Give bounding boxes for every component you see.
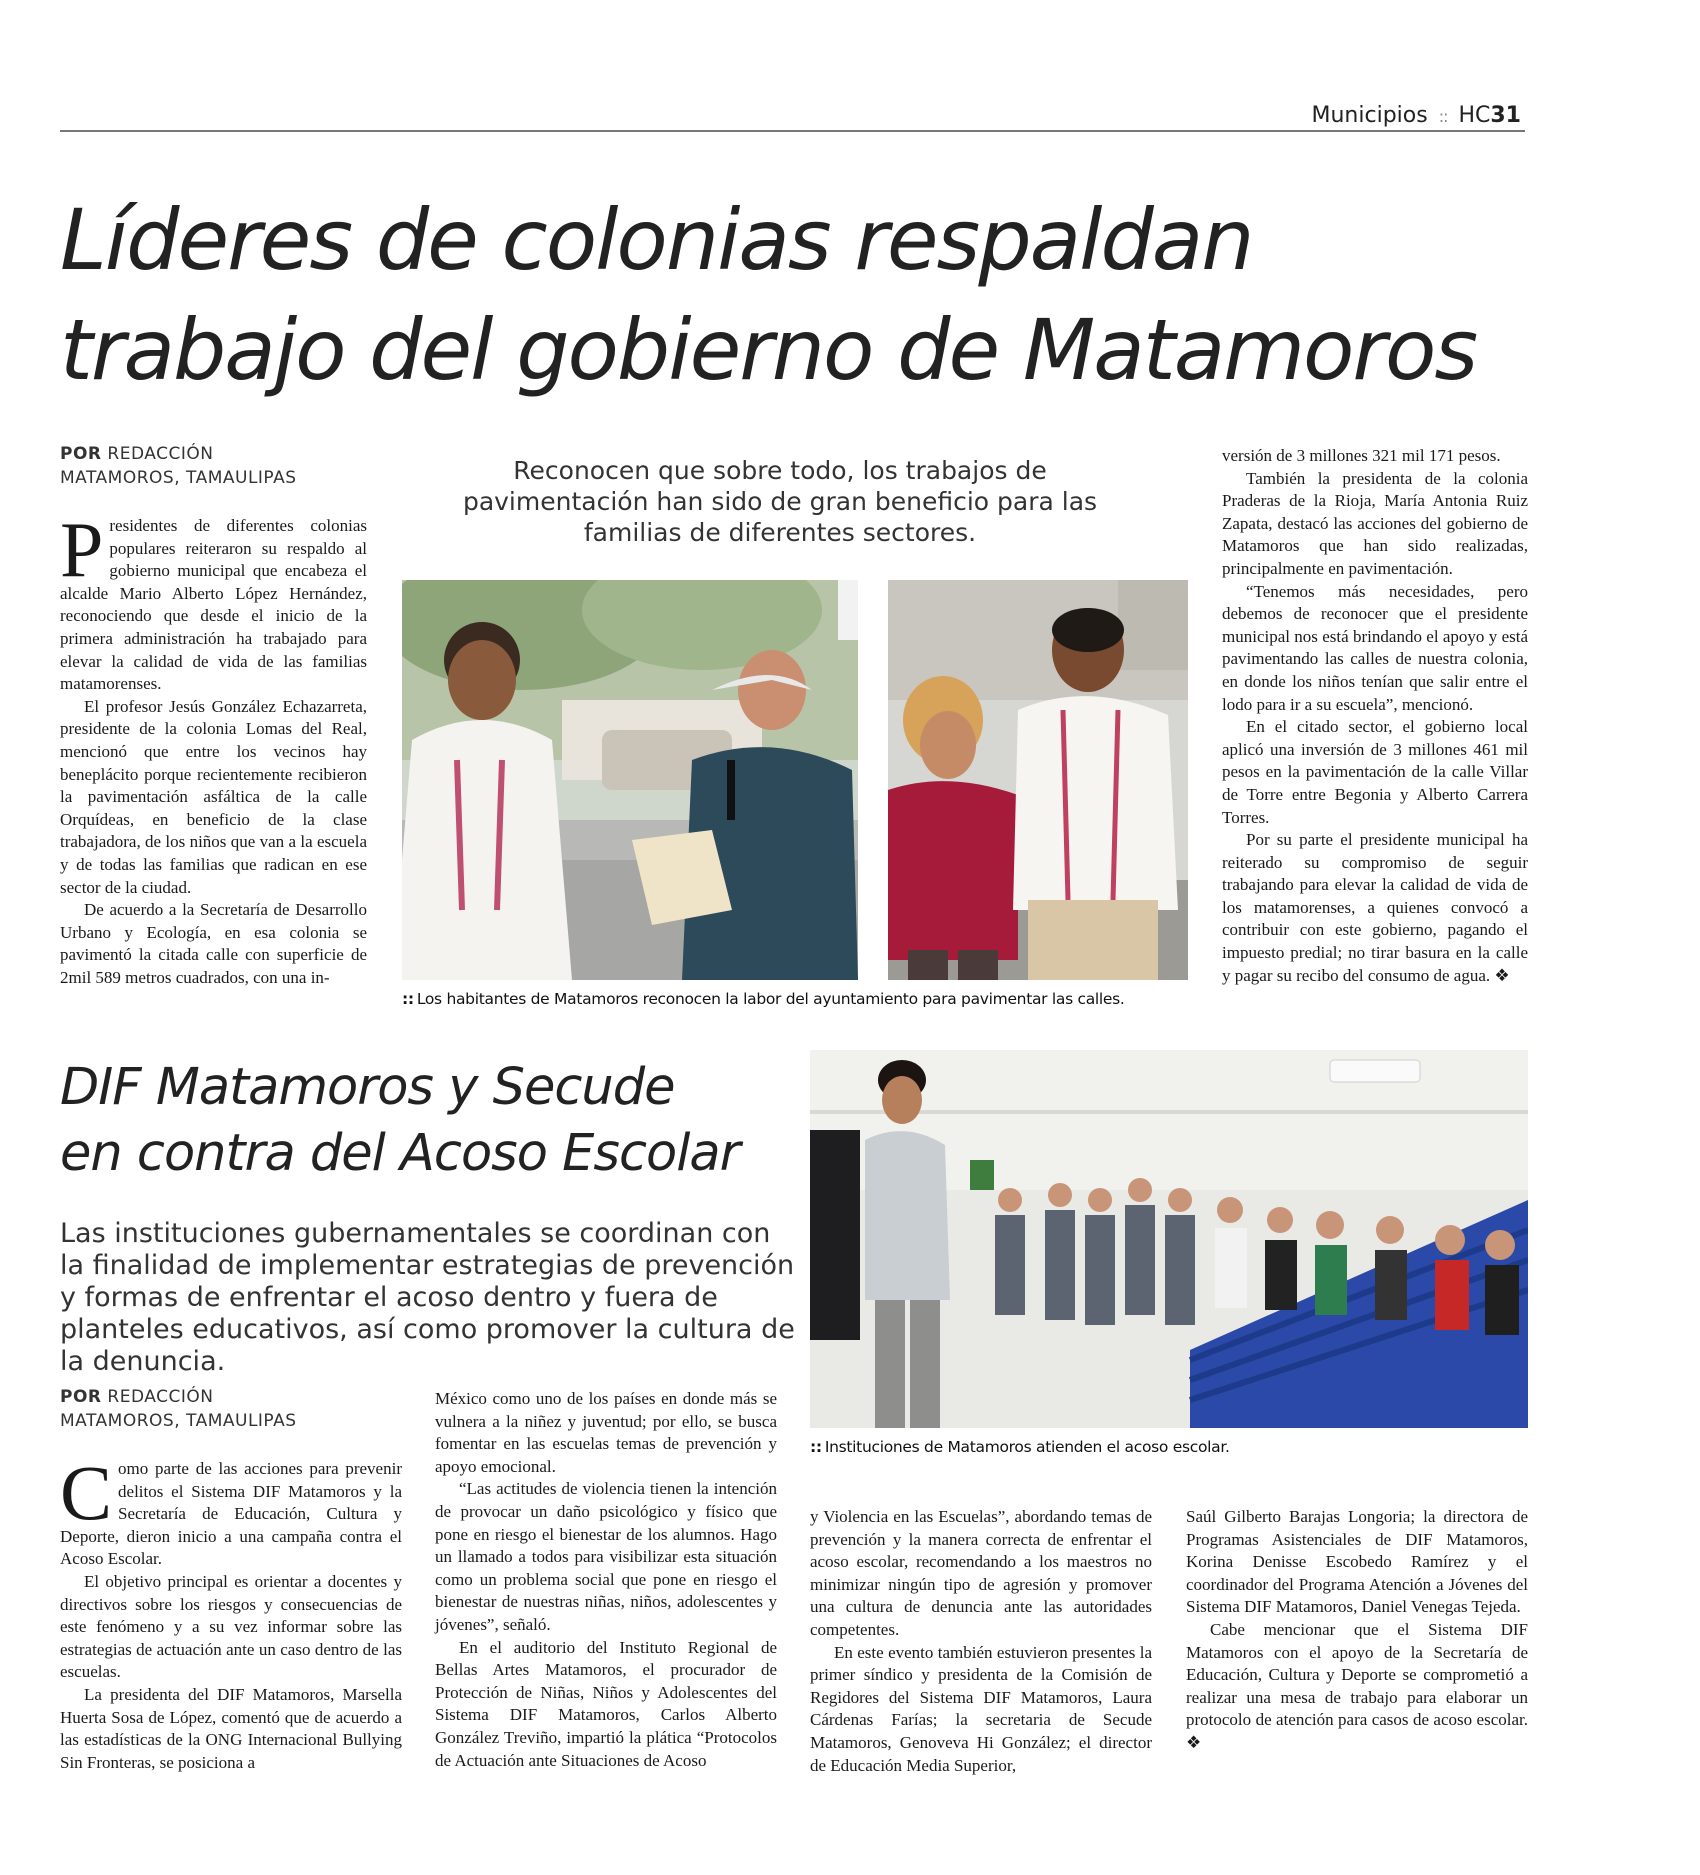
article1-col1-para-1: residentes de diferentes colonias populares reiteraron su respaldo al gobierno municipal que encabeza el alcalde Mario Alberto López Hernández, reconociendo que desde el inicio de la primera administración ha trabajado para elevar la calidad de vida de las familias matamorenses. (60, 516, 367, 694)
byline-location: MATAMOROS, TAMAULIPAS (60, 1411, 297, 1431)
publication-name: HC (1458, 103, 1491, 128)
article1-headline-line2: trabajo del gobierno de Matamoros (60, 301, 1477, 399)
article2-photo-caption (810, 1438, 1230, 1456)
article2-column-1 (60, 1449, 402, 1774)
article1-col3-para-2: “Tenemos más necesidades, pero debemos de reconocer que el presidente municipal nos está brindando el apoyo y está pavimentando las calles de nuestra colonia, en donde los niños tenían que salir entre el lodo para ir a su escuela”, mencionó. (1222, 581, 1528, 714)
article2-dropcap: C (60, 1449, 113, 1536)
byline-location: MATAMOROS, TAMAULIPAS (60, 468, 297, 488)
article1-dropcap: P (60, 506, 104, 593)
caption-marker: :: (402, 990, 414, 1008)
page-header (60, 100, 1525, 132)
article2-col4-continuation: Saúl Gilberto Barajas Longoria; la directora de Programas Asistenciales de DIF Matamoros, Korina Denisse Escobedo Ramírez y el coordinador del Programa Atención a Jóvenes del Sistema DIF Matamoros, Daniel Venegas Tejeda. (1186, 1507, 1528, 1617)
article2-col3-continuation: y Violencia en las Escuelas”, abordando temas de prevención y la manera correcta de enfrentar el acoso escolar, recomendando a los maestros no minimizar ningún tipo de agresión y promover una cultura de denuncia ante las autoridades competentes. (810, 1507, 1152, 1639)
article2-end-mark: ❖ (1186, 1732, 1202, 1752)
article1-byline (60, 442, 360, 490)
article1-col3-para-4: Por su parte el presidente municipal ha reiterado su compromiso de seguir trabajando para elevar la calidad de vida de los matamorenses, a quienes convocó a contribuir con este gobierno, pagando el impuesto predial; no tirar basura en la calle y pagar su recibo del consumo de agua. (1222, 830, 1528, 985)
article1-photo-right (888, 580, 1188, 980)
article2-byline (60, 1385, 360, 1433)
header-separator: :: (1438, 107, 1448, 126)
article2-col4-para-1: Cabe mencionar que el Sistema DIF Matamoros con el apoyo de la Secretaría de Educación, Cultura y Deporte se comprometió a realizar una mesa de trabajo para elaborar un protocolo de atención para casos de acoso escolar. (1186, 1619, 1528, 1730)
article1-photo-left (402, 580, 858, 980)
article2-column-4 (1186, 1506, 1528, 1755)
caption-text: Los habitantes de Matamoros reconocen la labor del ayuntamiento para pavimentar las calles. (416, 990, 1125, 1008)
article1-photo-caption (402, 990, 1125, 1008)
article1-headline-line1: Líderes de colonias respaldan (60, 191, 1253, 289)
article2-column-3 (810, 1506, 1152, 1777)
section-name: Municipios (1311, 103, 1428, 128)
article1-col3-continuation: versión de 3 millones 321 mil 171 pesos. (1222, 446, 1501, 465)
article2-col1-para-3: La presidenta del DIF Matamoros, Marsella Huerta Sosa de López, comentó que de acuerdo a las estadísticas de la ONG Internacional Bullying Sin Fronteras, se posiciona a (60, 1684, 402, 1772)
article1-end-mark: ❖ (1494, 965, 1510, 985)
article1-deck: Reconocen que sobre todo, los trabajos de pavimentación han sido de gran beneficio para las familias de diferentes sectores. (462, 456, 1098, 547)
article2-col2-para-1: “Las actitudes de violencia tienen la intención de provocar un daño psicológico y físico que pone en riesgo el bienestar de los alumnos. Hago un llamado a todos para visibilizar esta situación como un problema social que pone en riesgo el bienestar de nuestras niñas, niños, adolescentes y jóvenes”, señaló. (435, 1479, 777, 1634)
article2-col1-para-1: omo parte de las acciones para prevenir delitos el Sistema DIF Matamoros y la Secretaría de Educación, Cultura y Deporte, dieron inicio a una campaña contra el Acoso Escolar. (60, 1459, 402, 1569)
caption-marker: :: (810, 1438, 822, 1456)
byline-prefix: POR (60, 1387, 102, 1407)
article2-headline-line2: en contra del Acoso Escolar (60, 1124, 740, 1183)
article2-photo (810, 1050, 1528, 1428)
article2-headline-line1: DIF Matamoros y Secude (60, 1058, 675, 1117)
page-number: 31 (1490, 103, 1521, 128)
article1-headline (60, 185, 1540, 405)
caption-text: Instituciones de Matamoros atienden el acoso escolar. (824, 1438, 1230, 1456)
article2-col3-para-1: En este evento también estuvieron presentes la primer síndico y presidenta de la Comisión de Regidores del Sistema DIF Matamoros, Laura Cárdenas Farías; la secretaria de Secude Matamoros, Genoveva Hi González; el director de Educación Media Superior, (810, 1642, 1152, 1775)
photo-officials-speaking (402, 580, 858, 980)
article2-col2-continuation: México como uno de los países en donde más se vulnera a la niñez y juventud; por ello, se busca fomentar en las escuelas temas de prevención y apoyo emocional. (435, 1389, 777, 1476)
article1-col1-para-2: El profesor Jesús González Echazarreta, presidente de la colonia Lomas del Real, mencionó que entre los vecinos hay beneplácito porque recientemente recibieron la pavimentación asfáltica de la calle Orquídeas, en beneficio de la clase trabajadora, de los niños que van a la escuela y de todas las familias que radican en ese sector de la ciudad. (60, 696, 367, 897)
article2-col2-para-2: En el auditorio del Instituto Regional de Bellas Artes Matamoros, el procurador de Protección de Niñas, Niños y Adolescentes del Sistema DIF Matamoros, Carlos Alberto González Treviño, impartió la plática “Protocolos de Actuación ante Situaciones de Acoso (435, 1637, 777, 1770)
article1-col1-para-3: De acuerdo a la Secretaría de Desarrollo Urbano y Ecología, en esa colonia se pavimentó la citada calle con superficie de 2mil 589 metros cuadrados, con una in- (60, 900, 367, 987)
photo-mayor-with-resident (888, 580, 1188, 980)
photo-auditorium-talk (810, 1050, 1528, 1428)
article1-column-3 (1222, 445, 1528, 987)
byline-author: REDACCIÓN (107, 1387, 214, 1407)
article1-col3-para-3: En el citado sector, el gobierno local aplicó una inversión de 3 millones 461 mil pesos en la pavimentación de la calle Villar de Torre entre Begonia y Alberto Carrera Torres. (1222, 717, 1528, 827)
article2-column-2 (435, 1388, 777, 1772)
article1-col3-para-1: También la presidenta de la colonia Praderas de la Rioja, María Antonia Ruiz Zapata, destacó las acciones del gobierno de Matamoros que han sido realizadas, principalmente en pavimentación. (1222, 468, 1528, 578)
byline-prefix: POR (60, 444, 102, 464)
byline-author: REDACCIÓN (107, 444, 214, 464)
article1-column-1 (60, 506, 367, 989)
article2-col1-para-2: El objetivo principal es orientar a docentes y directivos sobre los riesgos y consecuencias de este fenómeno y a su vez informar sobre las estrategias de actuación ante un caso dentro de las escuelas. (60, 1571, 402, 1682)
article2-headline (60, 1055, 820, 1187)
article2-deck: Las instituciones gubernamentales se coordinan con la finalidad de implementar estrategias de prevención y formas de enfrentar el acoso dentro y fuera de planteles educativos, así como promover la cultura de la denuncia. (60, 1218, 795, 1377)
